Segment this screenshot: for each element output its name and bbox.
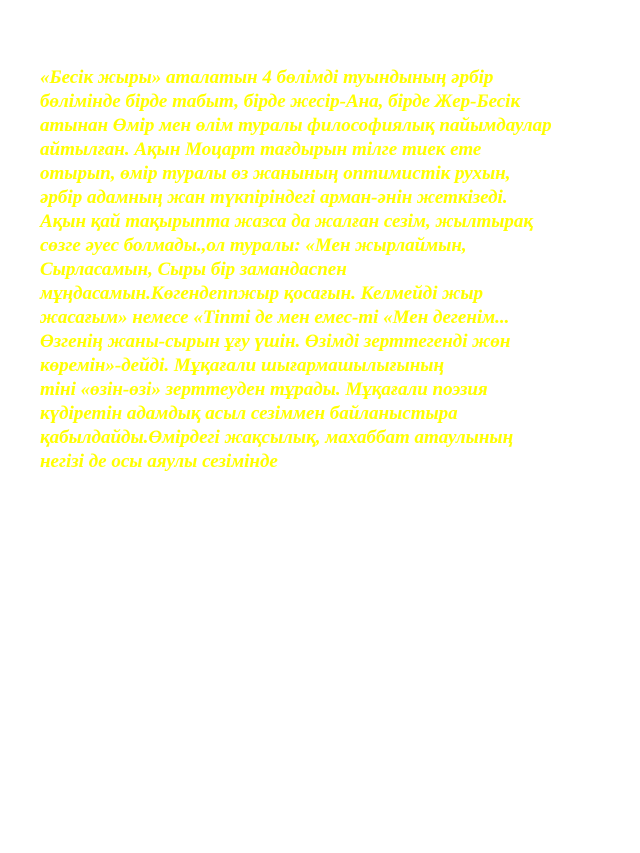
body-paragraph — [40, 66, 600, 474]
paragraph-line-3: атынан Өмір мен өлім туралы философиялық пайымдаулар — [40, 115, 552, 136]
paragraph-line-14: тіні «өзін-өзі» зерттеуден тұрады. Мұқағали поэзия — [40, 379, 488, 400]
paragraph-line-10: мұңдасамын.Көгендеппжыр қосағын. Келмейді жыр — [40, 283, 484, 304]
paragraph-line-2: бөлімінде бірде табыт, бірде жесір-Ана, бірде Жер-Бесік — [40, 91, 521, 112]
paragraph-line-1: «Бесік жыры» аталатын 4 бөлімді туындының әрбір — [40, 67, 494, 88]
paragraph-line-12: Өзгенің жаны-сырын ұғу үшін. Өзімді зерттегенді жөн — [40, 331, 511, 352]
paragraph-line-7: Ақын қай тақырыпта жазса да жалған сезім, жылтырақ — [40, 211, 534, 232]
paragraph-line-9: Сырласамын, Сыры бір замандаспен — [40, 259, 347, 280]
paragraph-line-5: отырып, өмір туралы өз жанының оптимистік рухын, — [40, 163, 511, 184]
paragraph-line-8: сөзге әуес болмады.,ол туралы: «Мен жырлаймын, — [40, 235, 467, 256]
paragraph-line-6: әрбір адамның жан түкпіріндегі арман-әнін жеткізеді. — [40, 187, 508, 208]
paragraph-line-17: негізі де осы аяулы сезімінде — [40, 451, 278, 472]
paragraph-line-16: қабылдайды.Өмірдегі жақсылық, махаббат атаулының — [40, 427, 514, 448]
paragraph-line-11: жасағым» немесе «Тіпті де мен емес-ті «Мен дегенім... — [40, 307, 510, 328]
paragraph-line-4: айтылған. Ақын Моцарт тағдырын тілге тиек ете — [40, 139, 482, 160]
paragraph-line-15: күдіретін адамдық асыл сезіммен байланыстыра — [40, 403, 458, 424]
paragraph-line-13: көремін»-дейді. Мұқағали шығармашылығының — [40, 355, 445, 376]
